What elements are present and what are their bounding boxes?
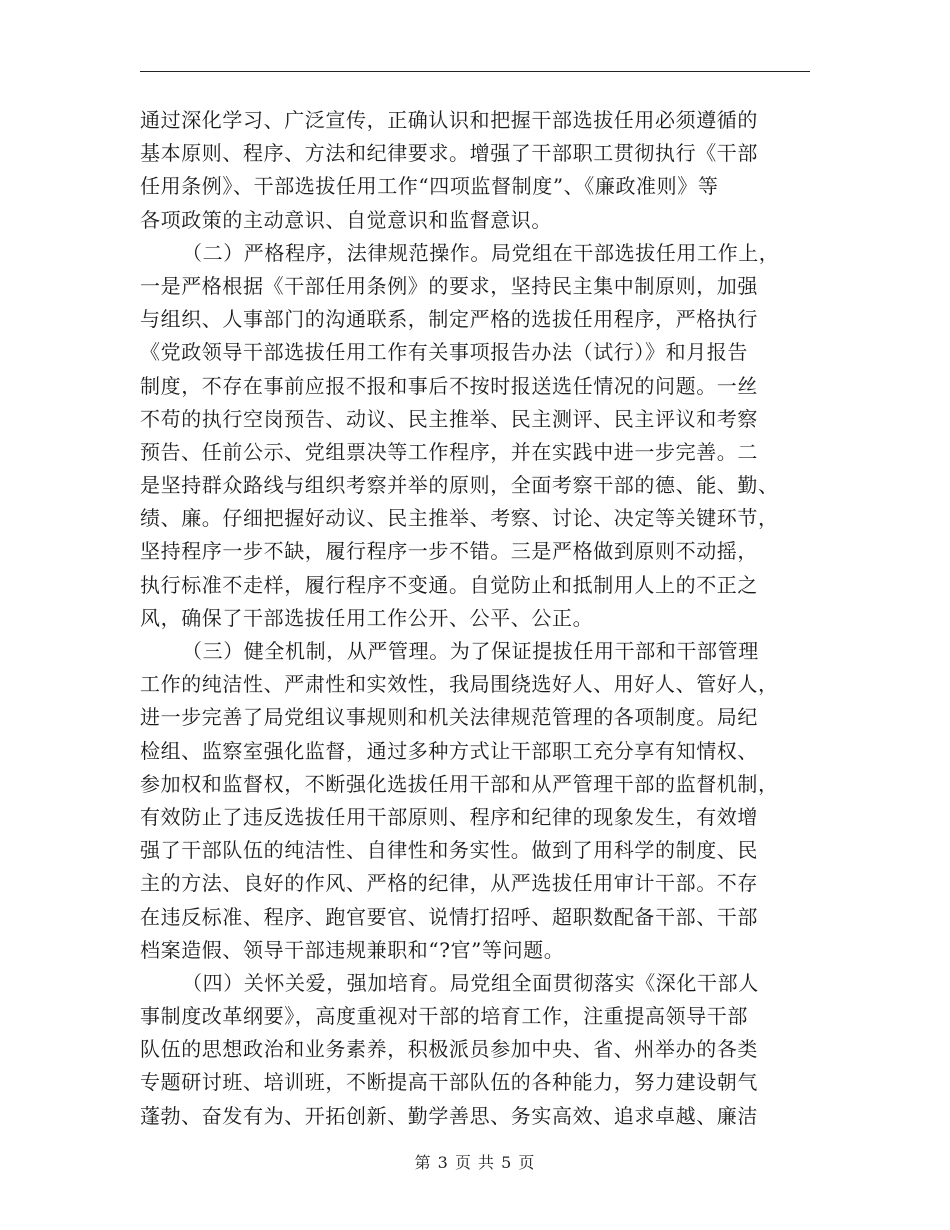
text-line: 蓬勃、奋发有为、开拓创新、勤学善思、务实高效、追求卓越、廉洁 xyxy=(140,1103,758,1128)
text-line: 执行标准不走样，履行程序不变通。自觉防止和抵制用人上的不正之 xyxy=(140,572,758,597)
text-line: 是坚持群众路线与组织考察并举的原则，全面考察干部的德、能、勤、 xyxy=(140,473,779,498)
text-line: 坚持程序一步不缺，履行程序一步不错。三是严格做到原则不动摇， xyxy=(140,539,758,564)
text-line: 事制度改革纲要》，高度重视对干部的培育工作，注重提高领导干部 xyxy=(140,1004,748,1029)
text-line: 制度，不存在事前应报不报和事后不按时报送选任情况的问题。一丝 xyxy=(140,373,758,398)
text-line: 与组织、人事部门的沟通联系，制定严格的选拔任用程序，严格执行 xyxy=(140,307,758,332)
text-line: 各项政策的主动意识、自觉意识和监督意识。 xyxy=(140,207,552,232)
paragraph-first-line: （四）关怀关爱，强加培育。局党组全面贯彻落实《深化干部人 xyxy=(182,970,759,995)
document-body xyxy=(140,104,810,1133)
text-line: 《党政领导干部选拔任用工作有关事项报告办法（试行）》和月报告 xyxy=(140,340,748,365)
text-line: 任用条例》、干部选拔任用工作“四项监督制度”、《廉政准则》等 xyxy=(140,174,719,199)
text-line: 工作的纯洁性、严肃性和实效性，我局围绕选好人、用好人、管好人， xyxy=(140,672,779,697)
text-line: 预告、任前公示、党组票决等工作程序，并在实践中进一步完善。二 xyxy=(140,439,758,464)
text-line: 有效防止了违反选拔任用干部原则、程序和纪律的现象发生，有效增 xyxy=(140,804,758,829)
paragraph-first-line: （三）健全机制，从严管理。为了保证提拔任用干部和干部管理 xyxy=(182,639,759,663)
text-line: 队伍的思想政治和业务素养，积极派员参加中央、省、州举办的各类 xyxy=(140,1037,758,1062)
text-line: 参加权和监督权，不断强化选拔任用干部和从严管理干部的监督机制， xyxy=(140,771,779,796)
text-line: 在违反标准、程序、跑官要官、说情打招呼、超职数配备干部、干部 xyxy=(140,904,758,929)
text-line: 检组、监察室强化监督，通过多种方式让干部职工充分享有知情权、 xyxy=(140,738,758,763)
text-line: 一是严格根据《干部任用条例》的要求，坚持民主集中制原则，加强 xyxy=(140,273,758,298)
text-line: 通过深化学习、广泛宣传，正确认识和把握干部选拔任用必须遵循的 xyxy=(140,108,758,132)
text-line: 进一步完善了局党组议事规则和机关法律规范管理的各项制度。局纪 xyxy=(140,705,758,730)
text-line: 风，确保了干部选拔任用工作公开、公平、公正。 xyxy=(140,605,594,630)
text-line: 强了干部队伍的纯洁性、自律性和务实性。做到了用科学的制度、民 xyxy=(140,838,758,863)
text-line: 绩、廉。仔细把握好动议、民主推举、考察、讨论、决定等关键环节， xyxy=(140,506,779,531)
header-rule xyxy=(140,71,810,72)
text-line: 基本原则、程序、方法和纪律要求。增强了干部职工贯彻执行《干部 xyxy=(140,141,758,166)
text-line: 专题研讨班、培训班，不断提高干部队伍的各种能力，努力建设朝气 xyxy=(140,1070,758,1095)
page-footer: 第 3 页 共 5 页 xyxy=(414,1153,536,1172)
paragraph-first-line: （二）严格程序，法律规范操作。局党组在干部选拔任用工作上， xyxy=(182,240,780,265)
text-line: 主的方法、良好的作风、严格的纪律，从严选拔任用审计干部。不存 xyxy=(140,871,758,896)
text-line: 档案造假、领导干部违规兼职和“?官”等问题。 xyxy=(140,937,565,962)
text-line: 不苟的执行空岗预告、动议、民主推举、民主测评、民主评议和考察 xyxy=(140,406,758,431)
